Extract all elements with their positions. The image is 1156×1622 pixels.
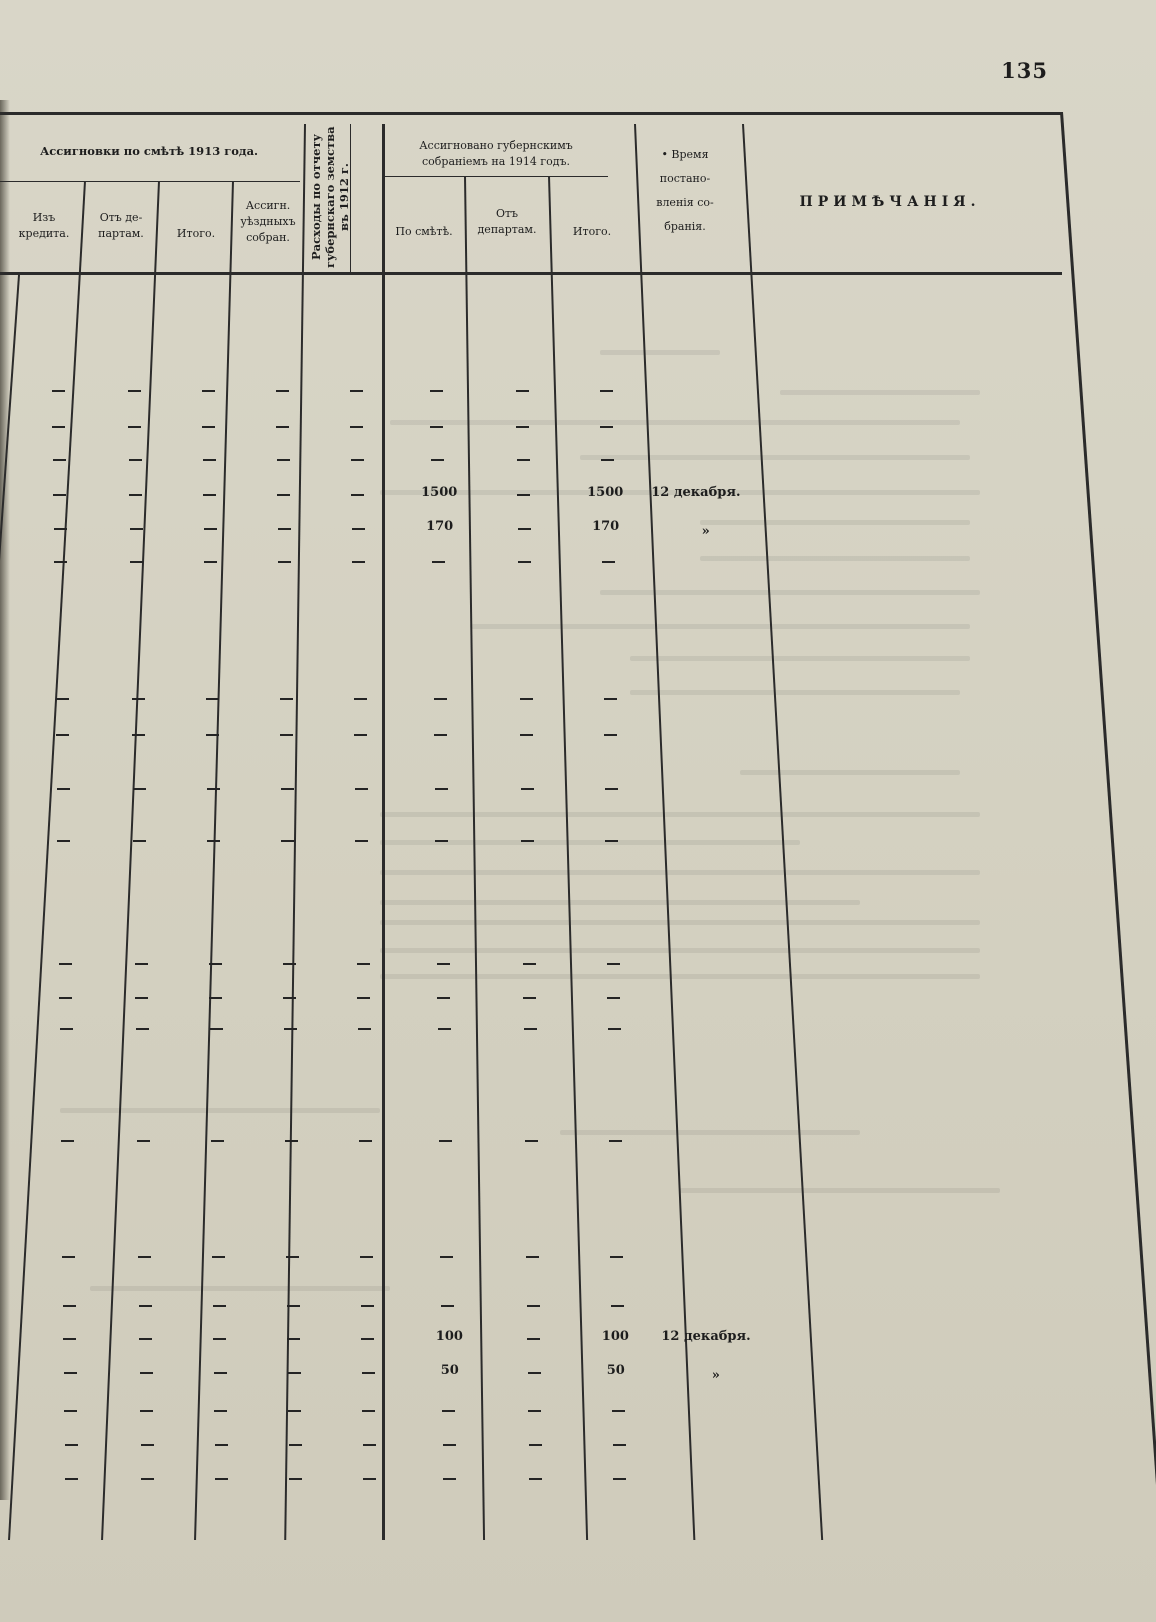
dash-mark <box>207 840 220 842</box>
dash-mark <box>354 698 367 700</box>
dash-mark <box>608 1028 621 1030</box>
dash-mark <box>600 426 613 428</box>
total-1914-value: 100 <box>601 1329 629 1344</box>
dash-mark <box>288 1372 301 1374</box>
dash-mark <box>132 734 145 736</box>
dash-mark <box>361 1338 374 1340</box>
dash-mark <box>54 561 67 563</box>
dash-mark <box>287 1305 300 1307</box>
dash-mark <box>136 1028 149 1030</box>
header-time-of-resolution: • Время постано- вленія со- бранія. <box>656 148 714 233</box>
dash-mark <box>525 1140 538 1142</box>
ditto-mark: » <box>711 1368 720 1383</box>
dash-mark <box>215 1444 228 1446</box>
dash-mark <box>434 734 447 736</box>
dash-mark <box>206 698 219 700</box>
show-through-line <box>630 690 960 695</box>
dash-mark <box>57 840 70 842</box>
show-through-line <box>580 455 970 460</box>
dash-mark <box>432 561 445 563</box>
dash-mark <box>529 1478 542 1480</box>
dash-mark <box>528 1372 541 1374</box>
column-rule <box>194 181 233 1540</box>
dash-mark <box>350 390 363 392</box>
dash-mark <box>437 963 450 965</box>
dash-mark <box>524 1028 537 1030</box>
total-1914-value: 50 <box>606 1363 625 1378</box>
dash-mark <box>361 1305 374 1307</box>
dash-mark <box>438 1028 451 1030</box>
show-through-line <box>700 556 970 561</box>
dash-mark <box>61 1140 74 1142</box>
dash-mark <box>440 1256 453 1258</box>
dash-mark <box>528 1410 541 1412</box>
dash-mark <box>434 698 447 700</box>
dash-mark <box>209 963 222 965</box>
estimate-value: 170 <box>426 519 454 534</box>
dash-mark <box>137 1140 150 1142</box>
dash-mark <box>604 698 617 700</box>
dash-mark <box>517 459 530 461</box>
dash-mark <box>516 390 529 392</box>
dash-mark <box>53 494 66 496</box>
header-assignments-1913: Ассигновки по смѣтѣ 1913 года. <box>39 144 259 158</box>
show-through-line <box>380 974 980 979</box>
dash-mark <box>280 698 293 700</box>
dash-mark <box>213 1338 226 1340</box>
dash-mark <box>357 997 370 999</box>
dash-mark <box>600 390 613 392</box>
dash-mark <box>523 997 536 999</box>
show-through-line <box>380 920 980 925</box>
dash-mark <box>210 1028 223 1030</box>
dash-mark <box>521 840 534 842</box>
dash-mark <box>358 1028 371 1030</box>
ditto-mark: » <box>701 524 710 539</box>
show-through-line <box>380 900 860 905</box>
dash-mark <box>202 390 215 392</box>
show-through-line <box>680 1188 1000 1193</box>
dash-mark <box>362 1372 375 1374</box>
column-rule <box>1060 112 1156 1540</box>
dash-mark <box>613 1478 626 1480</box>
dash-mark <box>521 788 534 790</box>
dash-mark <box>135 963 148 965</box>
table-top-rule <box>0 112 1062 115</box>
dash-mark <box>602 561 615 563</box>
column-rule <box>382 124 385 1540</box>
estimate-value: 1500 <box>421 485 458 500</box>
dash-mark <box>287 1338 300 1340</box>
dash-mark <box>355 840 368 842</box>
dash-mark <box>430 390 443 392</box>
dash-mark <box>520 698 533 700</box>
dash-mark <box>204 561 217 563</box>
page-number: 135 <box>1001 58 1048 83</box>
dash-mark <box>283 963 296 965</box>
dash-mark <box>204 528 217 530</box>
show-through-line <box>740 770 960 775</box>
resolution-date: 12 декабря. <box>661 1329 751 1344</box>
header-uyezd-assemblies: Ассигн. уѣздныхъ собран. <box>240 199 296 244</box>
dash-mark <box>527 1338 540 1340</box>
dash-mark <box>516 426 529 428</box>
dash-mark <box>139 1305 152 1307</box>
dash-mark <box>278 561 291 563</box>
dash-mark <box>53 459 66 461</box>
dash-mark <box>442 1410 455 1412</box>
header-from-credit: Изъ кредита. <box>18 211 70 240</box>
dash-mark <box>141 1478 154 1480</box>
dash-mark <box>128 426 141 428</box>
dash-mark <box>56 734 69 736</box>
dash-mark <box>52 390 65 392</box>
dash-mark <box>130 528 143 530</box>
show-through-line <box>380 948 980 953</box>
dash-mark <box>63 1338 76 1340</box>
show-through-line <box>600 350 720 355</box>
dash-mark <box>140 1372 153 1374</box>
header-from-department-1914: Отъ департам. <box>477 207 537 236</box>
dash-mark <box>288 1410 301 1412</box>
dash-mark <box>209 997 222 999</box>
dash-mark <box>57 788 70 790</box>
dash-mark <box>443 1444 456 1446</box>
dash-mark <box>203 459 216 461</box>
dash-mark <box>523 963 536 965</box>
resolution-date: 12 декабря. <box>651 485 741 500</box>
dash-mark <box>212 1256 225 1258</box>
header-notes: ПРИМѢЧАНІЯ. <box>799 194 981 210</box>
dash-mark <box>604 734 617 736</box>
dash-mark <box>526 1256 539 1258</box>
show-through-line <box>560 1130 860 1135</box>
dash-mark <box>135 997 148 999</box>
dash-mark <box>132 698 145 700</box>
dash-mark <box>276 390 289 392</box>
show-through-line <box>700 520 970 525</box>
dash-mark <box>431 459 444 461</box>
show-through-line <box>470 624 970 629</box>
dash-mark <box>60 1028 73 1030</box>
dash-mark <box>352 528 365 530</box>
dash-mark <box>62 1256 75 1258</box>
dash-mark <box>280 734 293 736</box>
dash-mark <box>284 1028 297 1030</box>
dash-mark <box>529 1444 542 1446</box>
dash-mark <box>357 963 370 965</box>
header-total-1914: Итого. <box>572 225 612 238</box>
dash-mark <box>138 1256 151 1258</box>
dash-mark <box>277 459 290 461</box>
total-1914-value: 170 <box>592 519 620 534</box>
dash-mark <box>277 494 290 496</box>
dash-mark <box>520 734 533 736</box>
dash-mark <box>276 426 289 428</box>
dash-mark <box>64 1372 77 1374</box>
header-by-estimate: По смѣтѣ. <box>395 225 453 238</box>
dash-mark <box>65 1478 78 1480</box>
header-assigned-1914: Ассигновано губернскимъ собраніемъ на 1914 годъ. <box>419 139 573 168</box>
dash-mark <box>281 840 294 842</box>
header-from-department-1913: Отъ де- партам. <box>98 211 144 240</box>
dash-mark <box>430 426 443 428</box>
dash-mark <box>363 1478 376 1480</box>
dash-mark <box>439 1140 452 1142</box>
dash-mark <box>350 426 363 428</box>
column-rule <box>8 181 85 1540</box>
page-binding-shadow <box>0 100 10 1500</box>
dash-mark <box>613 1444 626 1446</box>
dash-mark <box>363 1444 376 1446</box>
column-rule <box>101 181 159 1540</box>
show-through-line <box>90 1286 390 1291</box>
dash-mark <box>518 561 531 563</box>
header-bottom-rule <box>0 272 1062 275</box>
total-1914-value: 1500 <box>587 485 624 500</box>
dash-mark <box>128 390 141 392</box>
show-through-line <box>380 870 980 875</box>
dash-mark <box>211 1140 224 1142</box>
dash-mark <box>354 734 367 736</box>
dash-mark <box>289 1478 302 1480</box>
dash-mark <box>133 788 146 790</box>
dash-mark <box>139 1338 152 1340</box>
group-1914-rule <box>384 176 608 177</box>
show-through-line <box>380 812 980 817</box>
dash-mark <box>64 1410 77 1412</box>
dash-mark <box>352 561 365 563</box>
dash-mark <box>435 840 448 842</box>
show-through-line <box>600 590 980 595</box>
dash-mark <box>213 1305 226 1307</box>
dash-mark <box>611 1305 624 1307</box>
dash-mark <box>214 1410 227 1412</box>
dash-mark <box>289 1444 302 1446</box>
dash-mark <box>607 963 620 965</box>
dash-mark <box>281 788 294 790</box>
dash-mark <box>59 963 72 965</box>
dash-mark <box>351 459 364 461</box>
dash-mark <box>129 459 142 461</box>
dash-mark <box>355 788 368 790</box>
dash-mark <box>362 1410 375 1412</box>
column-rule <box>634 124 695 1540</box>
show-through-line <box>60 1108 380 1113</box>
header-report-1912: Расходы по отчету губернскаго земства въ 1912 г. <box>309 126 351 268</box>
dash-mark <box>54 528 67 530</box>
dash-mark <box>441 1305 454 1307</box>
dash-mark <box>351 494 364 496</box>
dash-mark <box>601 459 614 461</box>
dash-mark <box>437 997 450 999</box>
dash-mark <box>141 1444 154 1446</box>
dash-mark <box>283 997 296 999</box>
dash-mark <box>278 528 291 530</box>
dash-mark <box>610 1256 623 1258</box>
dash-mark <box>129 494 142 496</box>
dash-mark <box>207 788 220 790</box>
estimate-value: 100 <box>435 1329 463 1344</box>
dash-mark <box>607 997 620 999</box>
show-through-line <box>780 390 980 395</box>
dash-mark <box>517 494 530 496</box>
dash-mark <box>518 528 531 530</box>
dash-mark <box>605 840 618 842</box>
dash-mark <box>206 734 219 736</box>
dash-mark <box>443 1478 456 1480</box>
estimate-value: 50 <box>440 1363 459 1378</box>
dash-mark <box>130 561 143 563</box>
dash-mark <box>63 1305 76 1307</box>
group-1913-rule <box>0 181 300 182</box>
dash-mark <box>215 1478 228 1480</box>
dash-mark <box>52 426 65 428</box>
dash-mark <box>612 1410 625 1412</box>
show-through-line <box>390 420 960 425</box>
dash-mark <box>202 426 215 428</box>
dash-mark <box>435 788 448 790</box>
dash-mark <box>527 1305 540 1307</box>
dash-mark <box>214 1372 227 1374</box>
dash-mark <box>133 840 146 842</box>
dash-mark <box>203 494 216 496</box>
column-rule <box>548 176 588 1540</box>
show-through-line <box>630 656 970 661</box>
column-rule <box>742 124 823 1540</box>
column-rule <box>284 124 305 1540</box>
dash-mark <box>609 1140 622 1142</box>
dash-mark <box>285 1140 298 1142</box>
dash-mark <box>605 788 618 790</box>
dash-mark <box>59 997 72 999</box>
dash-mark <box>286 1256 299 1258</box>
dash-mark <box>360 1256 373 1258</box>
header-total-1913: Итого. <box>176 227 216 240</box>
dash-mark <box>56 698 69 700</box>
dash-mark <box>359 1140 372 1142</box>
dash-mark <box>140 1410 153 1412</box>
dash-mark <box>65 1444 78 1446</box>
